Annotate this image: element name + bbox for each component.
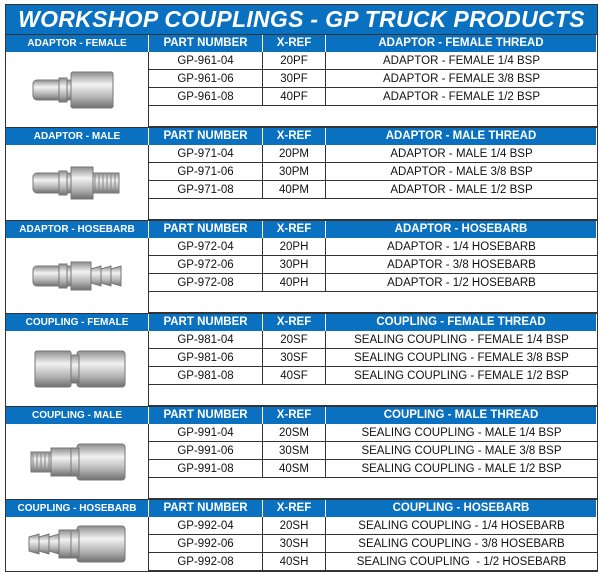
description: ADAPTOR - MALE 3/8 BSP — [326, 163, 597, 181]
xref: 40PH — [263, 274, 326, 292]
blank-row — [149, 478, 597, 499]
part-number: GP-992-06 — [149, 535, 263, 553]
description: SEALING COUPLING - FEMALE 3/8 BSP — [326, 349, 597, 367]
part-number: GP-961-04 — [149, 52, 263, 70]
xref: 40SM — [263, 460, 326, 478]
description: ADAPTOR - MALE 1/4 BSP — [326, 145, 597, 163]
xref-header: X-REF — [263, 314, 326, 331]
description-header: ADAPTOR - HOSEBARB — [326, 221, 597, 238]
description: SEALING COUPLING - 1/4 HOSEBARB — [326, 517, 597, 535]
xref: 30SH — [263, 535, 326, 553]
section-title: ADAPTOR - HOSEBARB — [6, 221, 149, 238]
description: SEALING COUPLING - MALE 1/4 BSP — [326, 424, 597, 442]
xref: 20PH — [263, 238, 326, 256]
description: SEALING COUPLING - MALE 1/2 BSP — [326, 460, 597, 478]
description-header: COUPLING - MALE THREAD — [326, 407, 597, 424]
part-number: GP-972-06 — [149, 256, 263, 274]
section-coupling-male — [6, 406, 597, 499]
xref: 20PM — [263, 145, 326, 163]
part-number-header: PART NUMBER — [149, 128, 263, 145]
part-number: GP-992-08 — [149, 553, 263, 571]
part-number: GP-971-06 — [149, 163, 263, 181]
xref: 40SF — [263, 367, 326, 385]
part-number: GP-992-04 — [149, 517, 263, 535]
blank-row — [149, 199, 597, 220]
description-header: COUPLING - HOSEBARB — [326, 500, 597, 517]
blank-row — [149, 292, 597, 313]
xref-header: X-REF — [263, 407, 326, 424]
adaptor-female-image — [6, 52, 149, 127]
part-number: GP-991-08 — [149, 460, 263, 478]
section-title: COUPLING - HOSEBARB — [6, 500, 149, 517]
xref: 40PF — [263, 88, 326, 106]
adaptor-hosebarb-image — [6, 238, 149, 313]
blank-row — [149, 106, 597, 127]
xref: 20PF — [263, 52, 326, 70]
part-number-header: PART NUMBER — [149, 35, 263, 52]
coupling-male-image — [6, 424, 149, 499]
part-number-header: PART NUMBER — [149, 407, 263, 424]
description: SEALING COUPLING - FEMALE 1/2 BSP — [326, 367, 597, 385]
xref: 30SF — [263, 349, 326, 367]
part-number: GP-972-04 — [149, 238, 263, 256]
description-header: ADAPTOR - FEMALE THREAD — [326, 35, 597, 52]
coupling-female-image — [6, 331, 149, 406]
section-adaptor-hosebarb — [6, 220, 597, 313]
part-number: GP-961-08 — [149, 88, 263, 106]
part-number: GP-981-06 — [149, 349, 263, 367]
xref-header: X-REF — [263, 500, 326, 517]
coupling-table — [5, 4, 598, 572]
description: ADAPTOR - 1/2 HOSEBARB — [326, 274, 597, 292]
part-number: GP-971-08 — [149, 181, 263, 199]
part-number-header: PART NUMBER — [149, 314, 263, 331]
description: ADAPTOR - FEMALE 3/8 BSP — [326, 70, 597, 88]
description-header: COUPLING - FEMALE THREAD — [326, 314, 597, 331]
description: ADAPTOR - 3/8 HOSEBARB — [326, 256, 597, 274]
part-number: GP-971-04 — [149, 145, 263, 163]
description-header: ADAPTOR - MALE THREAD — [326, 128, 597, 145]
description: ADAPTOR - FEMALE 1/2 BSP — [326, 88, 597, 106]
description: ADAPTOR - 1/4 HOSEBARB — [326, 238, 597, 256]
section-adaptor-male — [6, 127, 597, 220]
description: SEALING COUPLING - 3/8 HOSEBARB — [326, 535, 597, 553]
adaptor-male-image — [6, 145, 149, 220]
xref: 20SF — [263, 331, 326, 349]
section-coupling-hosebarb — [6, 499, 597, 572]
description: ADAPTOR - FEMALE 1/4 BSP — [326, 52, 597, 70]
xref-header: X-REF — [263, 128, 326, 145]
part-number: GP-991-06 — [149, 442, 263, 460]
page-title: WORKSHOP COUPLINGS - GP TRUCK PRODUCTS — [6, 5, 597, 34]
part-number: GP-981-08 — [149, 367, 263, 385]
section-title: ADAPTOR - MALE — [6, 128, 149, 145]
part-number: GP-972-08 — [149, 274, 263, 292]
description: SEALING COUPLING - FEMALE 1/4 BSP — [326, 331, 597, 349]
part-number-header: PART NUMBER — [149, 500, 263, 517]
section-adaptor-female — [6, 34, 597, 127]
xref-header: X-REF — [263, 221, 326, 238]
section-title: ADAPTOR - FEMALE — [6, 35, 149, 52]
xref: 30SM — [263, 442, 326, 460]
description: ADAPTOR - MALE 1/2 BSP — [326, 181, 597, 199]
description: SEALING COUPLING - 1/2 HOSEBARB — [326, 553, 597, 571]
blank-row — [149, 385, 597, 406]
xref: 40PM — [263, 181, 326, 199]
xref: 40SH — [263, 553, 326, 571]
xref: 30PH — [263, 256, 326, 274]
xref: 30PM — [263, 163, 326, 181]
part-number: GP-961-06 — [149, 70, 263, 88]
xref-header: X-REF — [263, 35, 326, 52]
xref: 20SM — [263, 424, 326, 442]
description: SEALING COUPLING - MALE 3/8 BSP — [326, 442, 597, 460]
xref: 20SH — [263, 517, 326, 535]
section-title: COUPLING - MALE — [6, 407, 149, 424]
section-title: COUPLING - FEMALE — [6, 314, 149, 331]
part-number-header: PART NUMBER — [149, 221, 263, 238]
part-number: GP-981-04 — [149, 331, 263, 349]
xref: 30PF — [263, 70, 326, 88]
section-coupling-female — [6, 313, 597, 406]
part-number: GP-991-04 — [149, 424, 263, 442]
